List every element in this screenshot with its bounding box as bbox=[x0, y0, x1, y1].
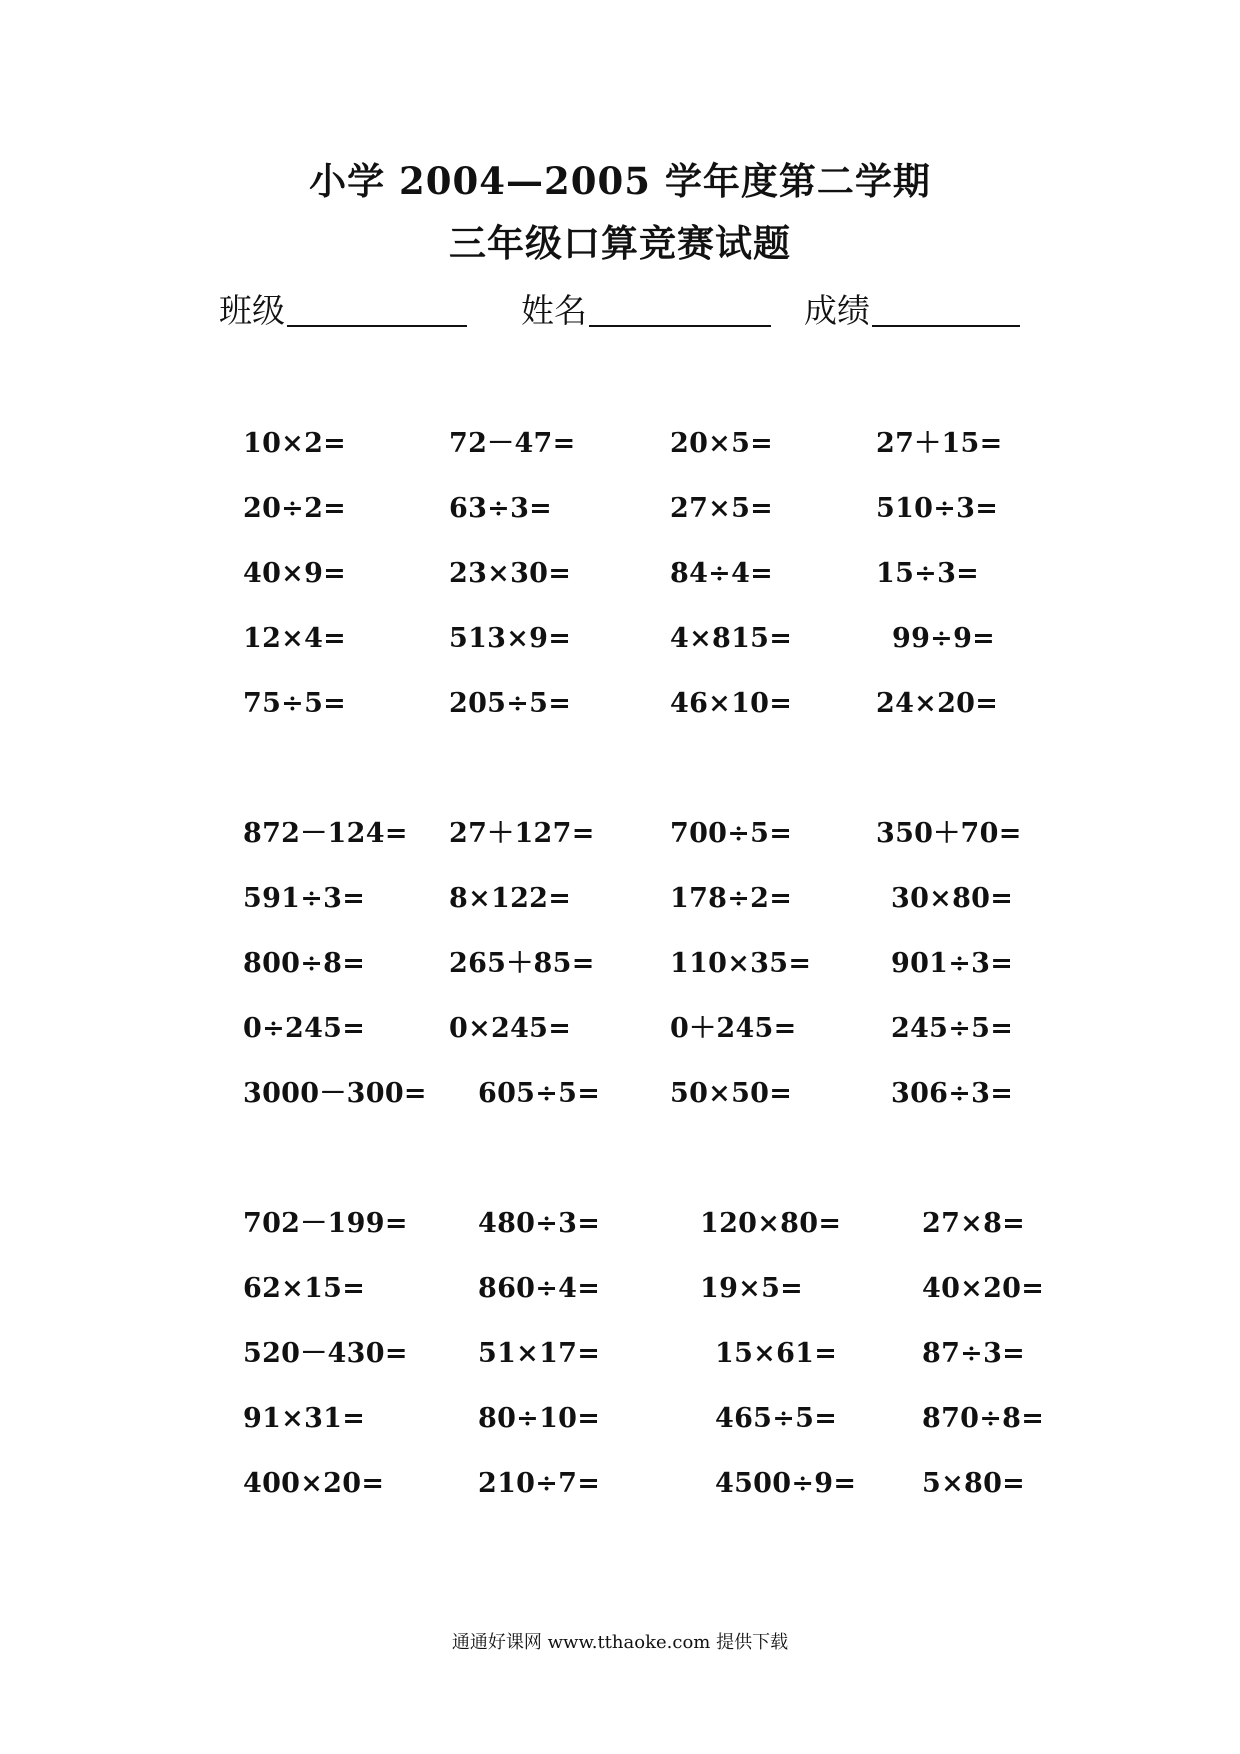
problem-item: 4500÷9= bbox=[715, 1468, 857, 1499]
problem-row bbox=[0, 944, 1240, 984]
problem-item: 0＋245= bbox=[670, 1013, 797, 1044]
problem-item: 20÷2= bbox=[243, 493, 347, 524]
download-footer: 通通好课网 www.tthaoke.com 提供下载 bbox=[451, 1632, 789, 1653]
problem-item: 51×17= bbox=[478, 1338, 601, 1369]
problem-item: 46×10= bbox=[670, 688, 793, 719]
problem-row bbox=[0, 489, 1240, 529]
problem-item: 4×815= bbox=[670, 623, 793, 654]
problem-item: 10×2= bbox=[243, 428, 347, 459]
problem-item: 3000－300= bbox=[243, 1078, 427, 1109]
problem-row bbox=[0, 879, 1240, 919]
problem-item: 15×61= bbox=[715, 1338, 838, 1369]
problem-item: 12×4= bbox=[243, 623, 347, 654]
problem-item: 870÷8= bbox=[922, 1403, 1045, 1434]
problem-item: 40×9= bbox=[243, 558, 347, 589]
problem-item: 80÷10= bbox=[478, 1403, 601, 1434]
problem-item: 210÷7= bbox=[478, 1468, 601, 1499]
problem-item: 800÷8= bbox=[243, 948, 366, 979]
problem-item: 860÷4= bbox=[478, 1273, 601, 1304]
title-line-1: 小学 2004—2005 学年度第二学期 bbox=[309, 159, 931, 203]
problem-item: 872－124= bbox=[243, 818, 408, 849]
problem-item: 480÷3= bbox=[478, 1208, 601, 1239]
problem-item: 350＋70= bbox=[876, 818, 1022, 849]
problem-item: 62×15= bbox=[243, 1273, 366, 1304]
problem-row bbox=[0, 1334, 1240, 1374]
problem-item: 87÷3= bbox=[922, 1338, 1026, 1369]
problem-item: 120×80= bbox=[700, 1208, 842, 1239]
problem-row bbox=[0, 1464, 1240, 1504]
problem-item: 110×35= bbox=[670, 948, 812, 979]
problem-item: 306÷3= bbox=[891, 1078, 1014, 1109]
problem-item: 0÷245= bbox=[243, 1013, 366, 1044]
problem-item: 27×8= bbox=[922, 1208, 1026, 1239]
problem-item: 30×80= bbox=[891, 883, 1014, 914]
class-blank[interactable] bbox=[287, 295, 467, 327]
problem-item: 84÷4= bbox=[670, 558, 774, 589]
problem-item: 265＋85= bbox=[449, 948, 595, 979]
score-field bbox=[804, 291, 1020, 330]
problem-item: 465÷5= bbox=[715, 1403, 838, 1434]
problem-item: 75÷5= bbox=[243, 688, 347, 719]
problem-item: 99÷9= bbox=[892, 623, 996, 654]
problem-row bbox=[0, 1204, 1240, 1244]
problem-item: 400×20= bbox=[243, 1468, 385, 1499]
problem-item: 178÷2= bbox=[670, 883, 793, 914]
problem-item: 8×122= bbox=[449, 883, 572, 914]
class-label: 班级 bbox=[219, 291, 285, 330]
problem-item: 15÷3= bbox=[876, 558, 980, 589]
problem-item: 27×5= bbox=[670, 493, 774, 524]
problem-row bbox=[0, 554, 1240, 594]
class-field bbox=[219, 291, 467, 330]
problem-item: 23×30= bbox=[449, 558, 572, 589]
problem-row bbox=[0, 1399, 1240, 1439]
problem-item: 19×5= bbox=[700, 1273, 804, 1304]
problem-row bbox=[0, 619, 1240, 659]
problem-item: 510÷3= bbox=[876, 493, 999, 524]
problem-row bbox=[0, 814, 1240, 854]
problem-item: 63÷3= bbox=[449, 493, 553, 524]
problem-item: 91×31= bbox=[243, 1403, 366, 1434]
problem-item: 5×80= bbox=[922, 1468, 1026, 1499]
score-label: 成绩 bbox=[804, 291, 870, 330]
name-field bbox=[521, 291, 771, 330]
name-blank[interactable] bbox=[589, 295, 771, 327]
problem-item: 0×245= bbox=[449, 1013, 572, 1044]
problem-row bbox=[0, 684, 1240, 724]
name-label: 姓名 bbox=[521, 291, 587, 330]
problem-item: 513×9= bbox=[449, 623, 572, 654]
score-blank[interactable] bbox=[872, 295, 1020, 327]
problem-item: 27＋127= bbox=[449, 818, 595, 849]
title-line-2: 三年级口算竞赛试题 bbox=[449, 221, 791, 265]
problem-item: 702－199= bbox=[243, 1208, 408, 1239]
problem-item: 901÷3= bbox=[891, 948, 1014, 979]
problem-item: 591÷3= bbox=[243, 883, 366, 914]
problem-item: 72－47= bbox=[449, 428, 576, 459]
problem-item: 245÷5= bbox=[891, 1013, 1014, 1044]
problem-row bbox=[0, 1009, 1240, 1049]
problem-item: 27＋15= bbox=[876, 428, 1003, 459]
problem-row bbox=[0, 424, 1240, 464]
problem-item: 40×20= bbox=[922, 1273, 1045, 1304]
problem-item: 700÷5= bbox=[670, 818, 793, 849]
problem-row bbox=[0, 1269, 1240, 1309]
problem-item: 520－430= bbox=[243, 1338, 408, 1369]
problem-row bbox=[0, 1074, 1240, 1114]
problem-item: 20×5= bbox=[670, 428, 774, 459]
problem-item: 205÷5= bbox=[449, 688, 572, 719]
problem-item: 50×50= bbox=[670, 1078, 793, 1109]
problem-item: 24×20= bbox=[876, 688, 999, 719]
problem-item: 605÷5= bbox=[478, 1078, 601, 1109]
